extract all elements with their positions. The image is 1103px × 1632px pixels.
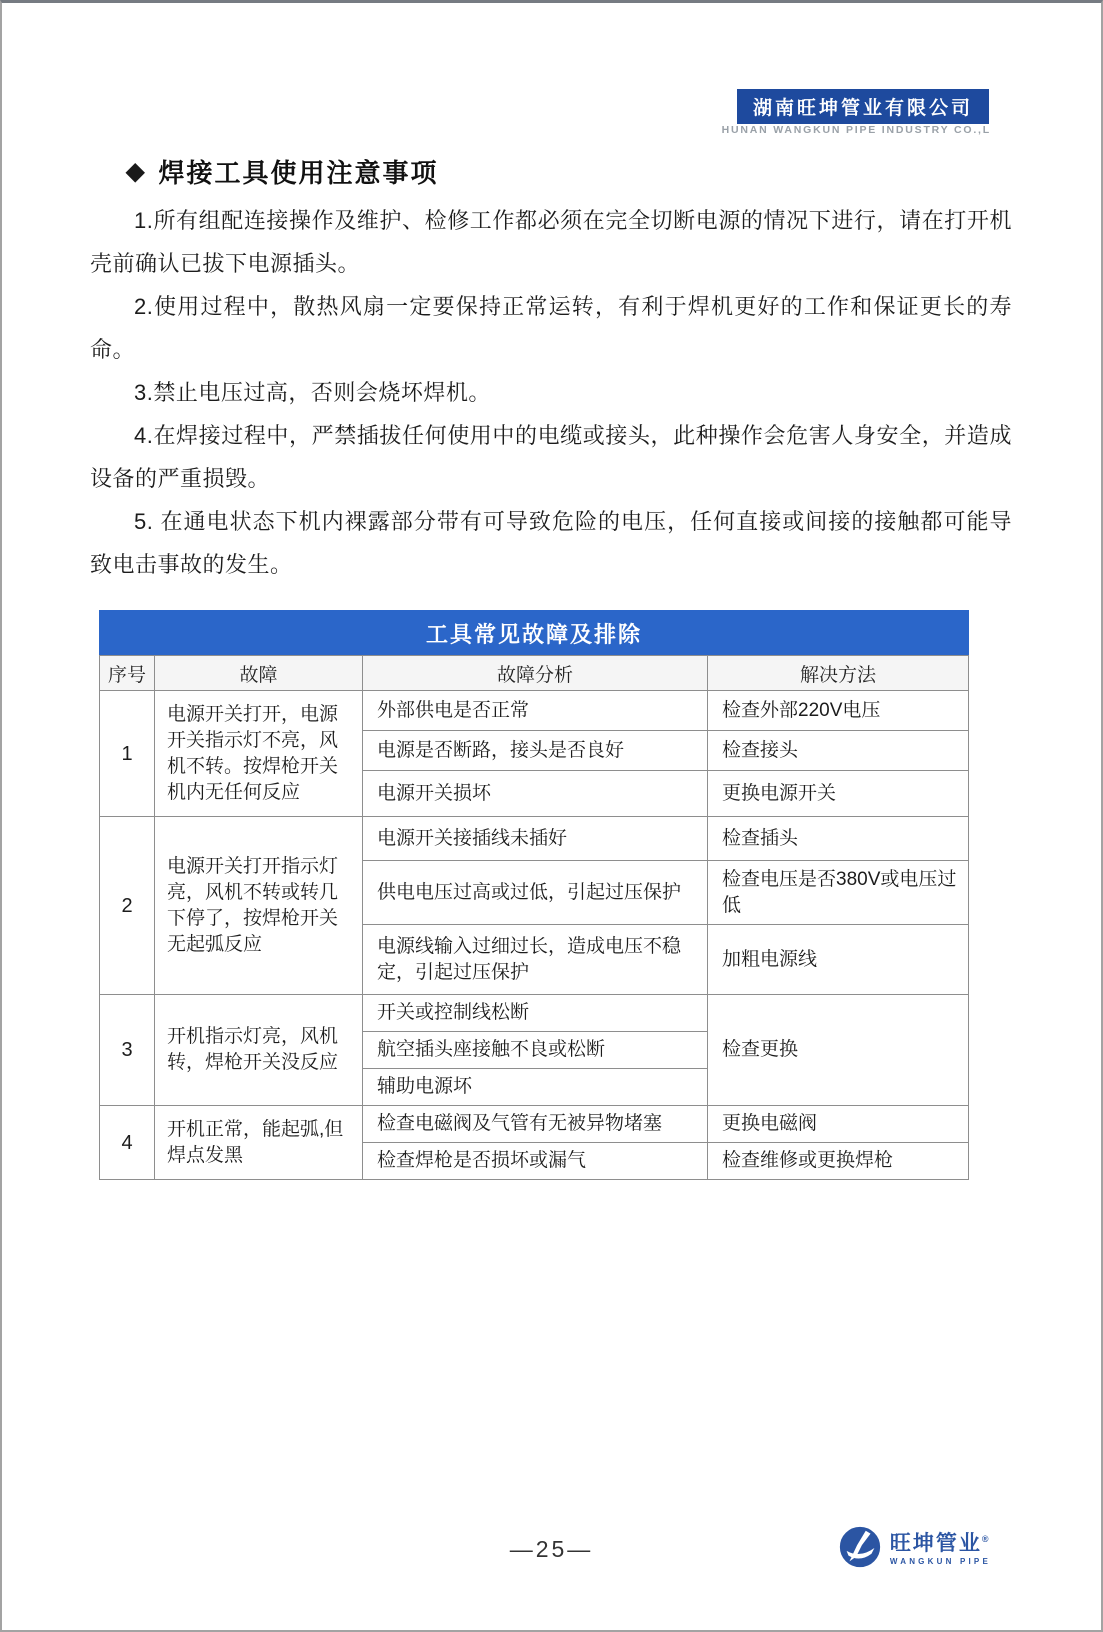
table-header-row [100,656,969,691]
analysis-cell: 电源线输入过细过长，造成电压不稳定，引起过压保护 [363,925,708,995]
notice-paragraph-3: 3.禁止电压过高，否则会烧坏焊机。 [134,380,491,405]
solution-cell: 检查维修或更换焊枪 [708,1143,969,1180]
footer-logo [837,1524,991,1575]
analysis-cell: 检查电磁阀及气管有无被异物堵塞 [363,1106,708,1143]
section-title-text: 焊接工具使用注意事项 [158,158,439,188]
analysis-cell: 开关或控制线松断 [363,995,708,1032]
analysis-cell: 外部供电是否正常 [363,691,708,731]
fault-cell: 开机指示灯亮，风机转，焊枪开关没反应 [155,995,363,1106]
section-title [126,153,438,190]
table-row [100,817,969,861]
company-badge [737,89,989,124]
fault-table [99,610,969,1180]
table-title-row [100,611,969,656]
registered-mark: ® [981,1534,991,1544]
table-row [100,691,969,731]
table-row [100,1106,969,1143]
company-badge-text: 湖南旺坤管业有限公司 [752,98,973,119]
solution-cell: 检查电压是否380V或电压过低 [708,861,969,925]
analysis-cell: 电源是否断路，接头是否良好 [363,731,708,771]
col-header-no: 序号 [100,656,155,691]
solution-cell: 加粗电源线 [708,925,969,995]
footer-logo-text-block [890,1533,991,1566]
table-title: 工具常见故障及排除 [100,611,969,656]
row-no: 3 [100,995,155,1106]
analysis-cell: 电源开关损坏 [363,771,708,817]
row-no: 4 [100,1106,155,1180]
notice-paragraph-5: 5. 在通电状态下机内裸露部分带有可导致危险的电压，任何直接或间接的接触都可能导致电击事故的发生。 [90,509,1012,577]
diamond-icon: ◆ [126,158,147,185]
page-number: —25— [509,1536,594,1562]
notice-paragraph-1: 1.所有组配连接操作及维护、检修工作都必须在完全切断电源的情况下进行，请在打开机壳前确认已拔下电源插头。 [90,208,1012,276]
notice-paragraphs [90,199,1012,586]
table-row [100,995,969,1032]
notice-paragraph-2: 2.使用过程中，散热风扇一定要保持正常运转，有利于焊机更好的工作和保证更长的寿命。 [90,294,1012,362]
footer-logo-cn: 旺坤管业® [889,1532,991,1555]
solution-cell: 检查插头 [708,817,969,861]
solution-cell: 检查接头 [708,731,969,771]
col-header-analysis: 故障分析 [363,656,708,691]
analysis-cell: 供电电压过高或过低，引起过压保护 [363,861,708,925]
solution-cell: 检查外部220V电压 [708,691,969,731]
company-subtitle: HUNAN WANGKUN PIPE INDUSTRY CO.,L [721,124,991,136]
analysis-cell: 电源开关接插线未插好 [363,817,708,861]
solution-cell: 更换电磁阀 [708,1106,969,1143]
col-header-solution: 解决方法 [708,656,969,691]
wangkun-logo-icon [837,1524,883,1575]
notice-paragraph-4: 4.在焊接过程中，严禁插拔任何使用中的电缆或接头，此种操作会危害人身安全，并造成设备的严重损毁。 [90,423,1012,491]
analysis-cell: 检查焊枪是否损坏或漏气 [363,1143,708,1180]
fault-cell: 电源开关打开，电源开关指示灯不亮，风机不转。按焊枪开关机内无任何反应 [155,691,363,817]
fault-cell: 开机正常，能起弧,但焊点发黑 [155,1106,363,1180]
row-no: 1 [100,691,155,817]
fault-cell: 电源开关打开指示灯亮，风机不转或转几下停了，按焊枪开关无起弧反应 [155,817,363,995]
row-no: 2 [100,817,155,995]
analysis-cell: 辅助电源坏 [363,1069,708,1106]
solution-cell: 更换电源开关 [708,771,969,817]
footer-logo-en: WANGKUN PIPE [889,1557,991,1566]
solution-cell: 检查更换 [708,995,969,1106]
analysis-cell: 航空插头座接触不良或松断 [363,1032,708,1069]
col-header-fault: 故障 [155,656,363,691]
